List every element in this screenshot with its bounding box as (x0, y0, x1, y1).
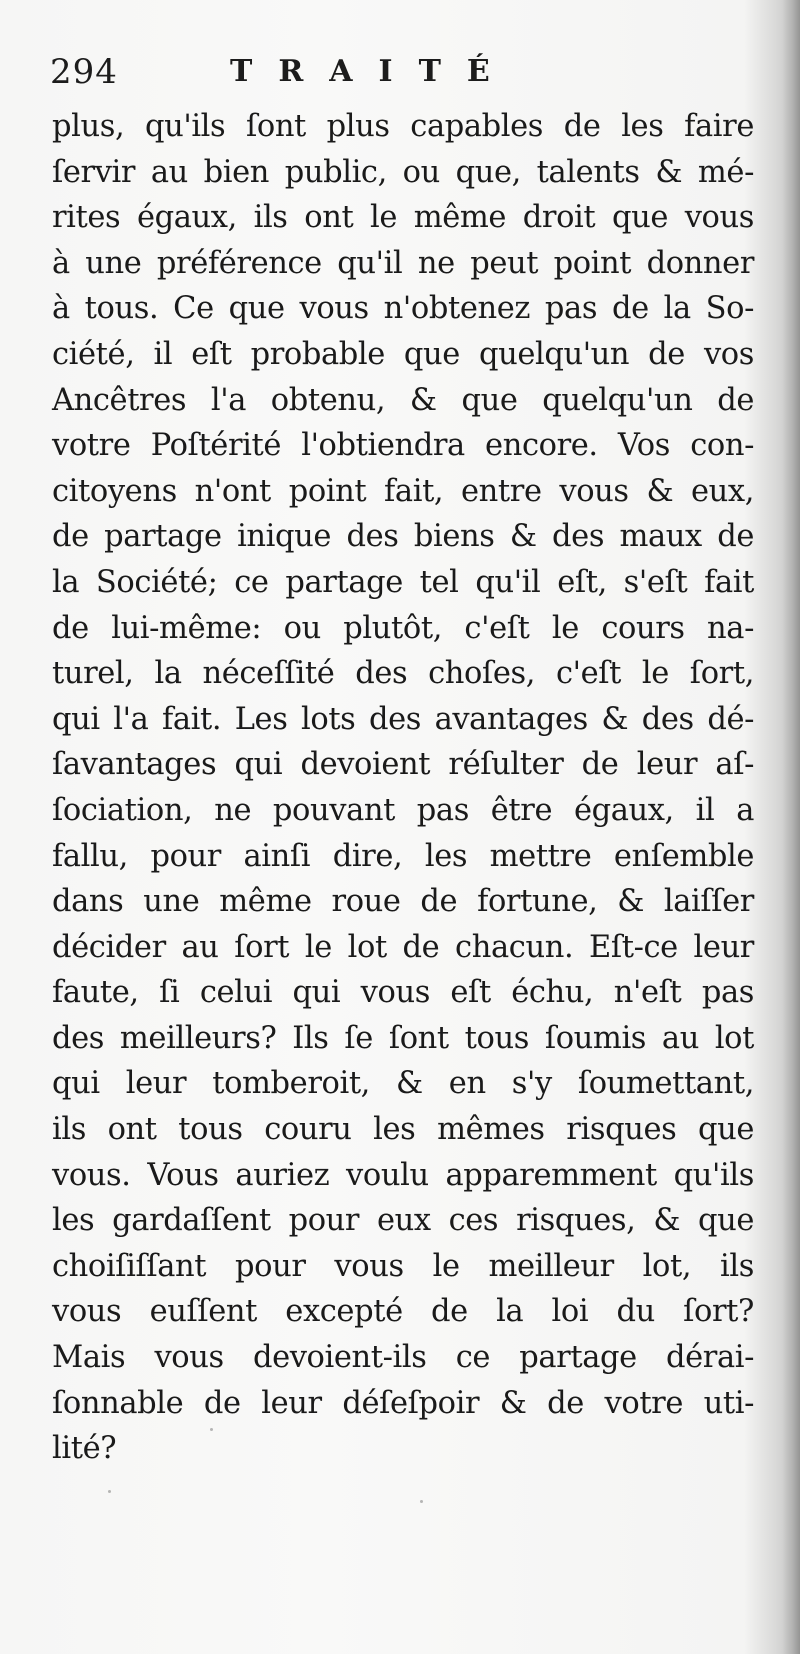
text-line: qui l'a fait. Les lots des avantages & des dé- (52, 701, 754, 737)
text-line: de lui-même: ou plutôt, c'eſt le cours na- (52, 610, 754, 646)
text-line: ſavantages qui devoient réſulter de leur aſ- (52, 747, 754, 783)
text-line: ſonnable de leur déſeſpoir & de votre uti- (52, 1385, 754, 1421)
text-line: citoyens n'ont point fait, entre vous & eux, (52, 473, 754, 509)
text-line: plus, qu'ils ſont plus capables de les faire (52, 109, 754, 144)
page-edge-shadow (782, 0, 800, 1654)
text-line: rites égaux, ils ont le même droit que vous (52, 200, 754, 236)
text-line: la Société; ce partage tel qu'il eſt, s'eſt fait (52, 564, 754, 600)
text-line: à tous. Ce que vous n'obtenez pas de la So- (52, 291, 754, 327)
paper-speck (420, 1500, 423, 1503)
text-line: vous euſſent excepté de la loi du ſort? (52, 1294, 754, 1330)
text-line: qui leur tomberoit, & en s'y ſoumettant, (52, 1066, 754, 1102)
text-line: fallu, pour ainſi dire, les mettre enſemble (52, 838, 754, 874)
running-title: TRAITÉ (230, 54, 516, 89)
text-line: à une préférence qu'il ne peut point donner (52, 245, 754, 281)
page-number: 294 (50, 52, 118, 92)
text-line: ſociation, ne pouvant pas être égaux, il a (52, 792, 754, 828)
body-text (52, 104, 754, 1472)
text-line: ciété, il eſt probable que quelqu'un de vos (52, 336, 754, 372)
text-line: lité? (52, 1431, 117, 1467)
paper-speck (210, 1428, 213, 1431)
text-line: Mais vous devoient-ils ce partage dérai- (52, 1340, 754, 1376)
paper-speck (108, 1490, 111, 1493)
text-line: ils ont tous couru les mêmes risques que (52, 1112, 754, 1148)
text-line: choiſiſſant pour vous le meilleur lot, ils (52, 1248, 754, 1284)
text-line: décider au ſort le lot de chacun. Eſt-ce leur (52, 929, 754, 965)
text-line: des meilleurs? Ils ſe ſont tous ſoumis au lot (52, 1020, 754, 1056)
text-line: dans une même roue de fortune, & laiſſer (52, 884, 754, 920)
text-line: faute, ſi celui qui vous eſt échu, n'eſt pas (52, 975, 754, 1011)
text-line: turel, la néceſſité des choſes, c'eſt le ſort, (52, 656, 754, 692)
page-header (50, 44, 750, 100)
text-line: Ancêtres l'a obtenu, & que quelqu'un de (52, 382, 754, 418)
text-line: de partage inique des biens & des maux de (52, 519, 754, 555)
text-line: ſervir au bien public, ou que, talents & mé- (52, 154, 754, 190)
text-line: votre Poſtérité l'obtiendra encore. Vos con- (52, 428, 754, 464)
text-line: les gardaſſent pour eux ces risques, & que (52, 1203, 754, 1239)
text-line: vous. Vous auriez voulu apparemment qu'ils (52, 1157, 754, 1193)
